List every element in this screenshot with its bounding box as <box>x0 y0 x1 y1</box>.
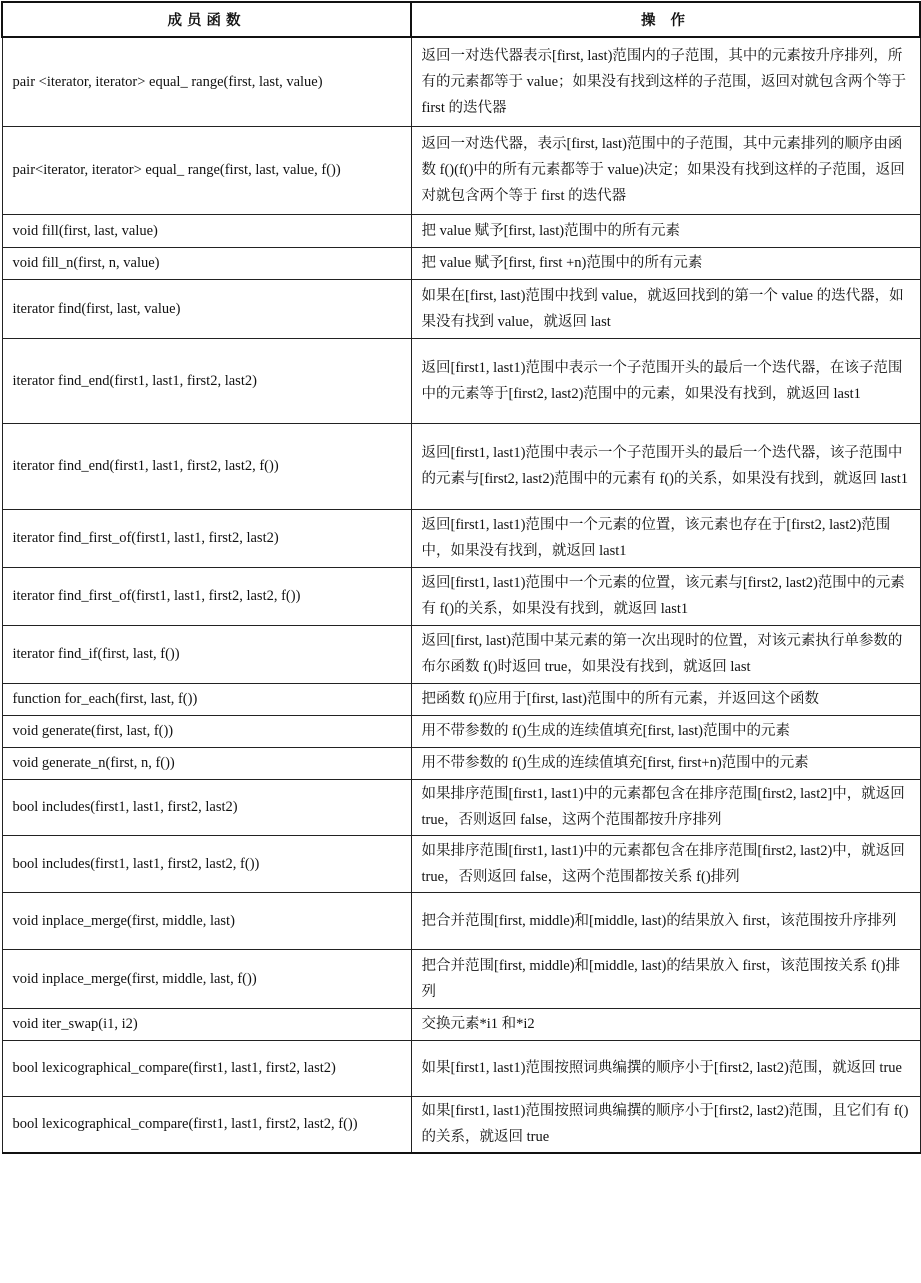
operation-cell: 把 value 赋予[first, first +n)范围中的所有元素 <box>411 247 920 279</box>
member-function-cell: void fill(first, last, value) <box>2 214 411 247</box>
operation-cell: 把 value 赋予[first, last)范围中的所有元素 <box>411 214 920 247</box>
member-function-column-header: 成员函数 <box>2 2 411 37</box>
table-row <box>2 715 920 747</box>
operation-cell: 如果[first1, last1)范围按照词典编撰的顺序小于[first2, last2)范围，且它们有 f()的关系，就返回 true <box>411 1096 920 1153</box>
table-row <box>2 779 920 835</box>
table-row <box>2 509 920 567</box>
table-header-row <box>2 2 920 37</box>
member-function-cell: iterator find(first, last, value) <box>2 279 411 338</box>
member-function-cell: void inplace_merge(first, middle, last) <box>2 892 411 949</box>
operation-cell: 把合并范围[first, middle)和[middle, last)的结果放入 first，该范围按关系 f()排列 <box>411 949 920 1008</box>
member-function-cell: pair<iterator, iterator> equal_ range(first, last, value, f()) <box>2 126 411 214</box>
table-row <box>2 1096 920 1153</box>
operation-column-header: 操 作 <box>411 2 920 37</box>
table-row <box>2 949 920 1008</box>
operation-cell: 返回一对迭代器表示[first, last)范围内的子范围，其中的元素按升序排列，所有的元素都等于 value；如果没有找到这样的子范围，返回对就包含两个等于 first 的迭代器 <box>411 37 920 126</box>
table-body <box>2 37 920 1153</box>
table-row <box>2 279 920 338</box>
member-function-cell: iterator find_end(first1, last1, first2, last2) <box>2 338 411 423</box>
operation-cell: 返回[first1, last1)范围中表示一个子范围开头的最后一个迭代器，在该子范围中的元素等于[first2, last2)范围中的元素，如果没有找到，就返回 last1 <box>411 338 920 423</box>
operation-cell: 返回[first1, last1)范围中一个元素的位置，该元素也存在于[first2, last2)范围中，如果没有找到，就返回 last1 <box>411 509 920 567</box>
table-row <box>2 1040 920 1096</box>
table-row <box>2 567 920 625</box>
member-function-cell: iterator find_end(first1, last1, first2, last2, f()) <box>2 423 411 509</box>
member-function-cell: void inplace_merge(first, middle, last, f()) <box>2 949 411 1008</box>
member-function-cell: bool includes(first1, last1, first2, last2) <box>2 779 411 835</box>
operation-cell: 把合并范围[first, middle)和[middle, last)的结果放入 first，该范围按升序排列 <box>411 892 920 949</box>
operation-cell: 用不带参数的 f()生成的连续值填充[first, last)范围中的元素 <box>411 715 920 747</box>
operation-cell: 把函数 f()应用于[first, last)范围中的所有元素，并返回这个函数 <box>411 683 920 715</box>
operation-cell: 返回[first1, last1)范围中一个元素的位置，该元素与[first2, last2)范围中的元素有 f()的关系，如果没有找到，就返回 last1 <box>411 567 920 625</box>
table-row <box>2 625 920 683</box>
operation-cell: 交换元素*i1 和*i2 <box>411 1008 920 1040</box>
table-row <box>2 37 920 126</box>
operation-cell: 如果[first1, last1)范围按照词典编撰的顺序小于[first2, last2)范围，就返回 true <box>411 1040 920 1096</box>
table-row <box>2 747 920 779</box>
operation-cell: 返回一对迭代器，表示[first, last)范围中的子范围，其中元素排列的顺序由函数 f()(f()中的所有元素都等于 value)决定；如果没有找到这样的子范围，返回对就包含两个等于 first 的迭代器 <box>411 126 920 214</box>
member-function-cell: void fill_n(first, n, value) <box>2 247 411 279</box>
member-function-cell: pair <iterator, iterator> equal_ range(first, last, value) <box>2 37 411 126</box>
member-function-cell: bool lexicographical_compare(first1, last1, first2, last2) <box>2 1040 411 1096</box>
table-row <box>2 683 920 715</box>
table-row <box>2 892 920 949</box>
table-row <box>2 423 920 509</box>
member-function-cell: void iter_swap(i1, i2) <box>2 1008 411 1040</box>
table-row <box>2 247 920 279</box>
table-row <box>2 835 920 892</box>
member-function-cell: function for_each(first, last, f()) <box>2 683 411 715</box>
table-row <box>2 1008 920 1040</box>
operation-cell: 如果排序范围[first1, last1)中的元素都包含在排序范围[first2, last2)中，就返回 true，否则返回 false，这两个范围都按关系 f()排列 <box>411 835 920 892</box>
member-function-table <box>1 1 921 1154</box>
member-function-cell: bool includes(first1, last1, first2, last2, f()) <box>2 835 411 892</box>
operation-cell: 返回[first, last)范围中某元素的第一次出现时的位置，对该元素执行单参数的布尔函数 f()时返回 true，如果没有找到，就返回 last <box>411 625 920 683</box>
member-function-cell: iterator find_if(first, last, f()) <box>2 625 411 683</box>
operation-cell: 返回[first1, last1)范围中表示一个子范围开头的最后一个迭代器，该子范围中的元素与[first2, last2)范围中的元素有 f()的关系，如果没有找到，就返回 last1 <box>411 423 920 509</box>
member-function-cell: void generate_n(first, n, f()) <box>2 747 411 779</box>
operation-cell: 用不带参数的 f()生成的连续值填充[first, first+n)范围中的元素 <box>411 747 920 779</box>
table-row <box>2 214 920 247</box>
member-function-cell: bool lexicographical_compare(first1, last1, first2, last2, f()) <box>2 1096 411 1153</box>
operation-cell: 如果排序范围[first1, last1)中的元素都包含在排序范围[first2, last2]中，就返回 true，否则返回 false，这两个范围都按升序排列 <box>411 779 920 835</box>
table-row <box>2 338 920 423</box>
table-row <box>2 126 920 214</box>
member-function-cell: iterator find_first_of(first1, last1, first2, last2) <box>2 509 411 567</box>
operation-cell: 如果在[first, last)范围中找到 value，就返回找到的第一个 value 的迭代器，如果没有找到 value，就返回 last <box>411 279 920 338</box>
member-function-cell: void generate(first, last, f()) <box>2 715 411 747</box>
member-function-cell: iterator find_first_of(first1, last1, first2, last2, f()) <box>2 567 411 625</box>
